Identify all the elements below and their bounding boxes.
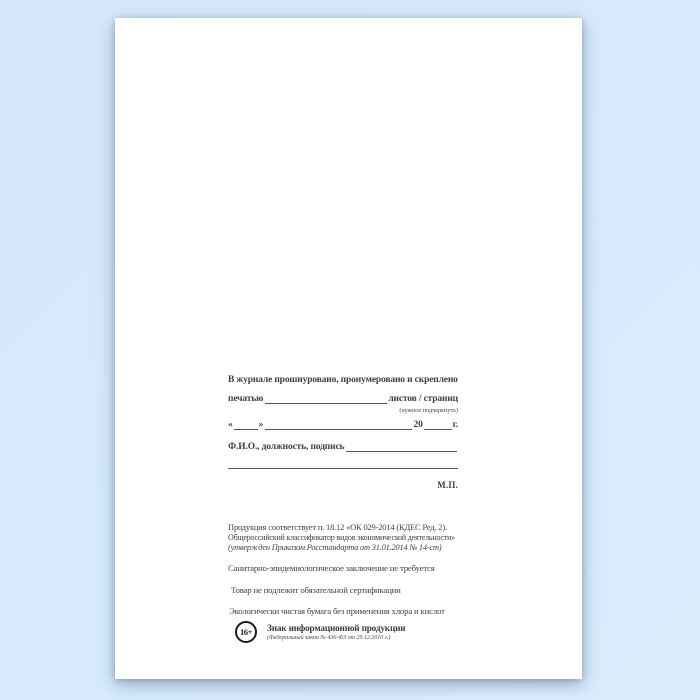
fio-row [228,442,458,453]
seal-place-mark: М.П. [437,480,458,490]
date-quote-open: « [228,420,233,430]
fio-label: Ф.И.О., должность, подпись [228,442,345,452]
age-mark-row [228,621,458,643]
sanitary-note: Санитарно-эпидемиологическое заключение не требуется [228,563,435,573]
signature-line [228,468,458,469]
sheets-blank-line [265,403,387,404]
document-page [115,18,582,679]
date-year-suffix: г. [452,420,458,430]
date-quote-close: » [258,420,264,430]
age-mark-law: (Федеральный закон № 436-ФЗ от 29.12.2010 г.) [267,634,391,641]
date-day-blank [234,429,258,430]
date-month-blank [265,429,412,430]
eco-note: Экологически чистая бумага без применения хлора и кислот [229,606,445,616]
journal-stitched-line: В журнале прошнуровано, пронумеровано и скреплено [228,375,458,385]
date-year-blank [424,429,452,430]
underline-note: (нужное подчеркнуть) [399,407,458,414]
fio-blank-line [346,451,457,452]
certification-note: Товар не подлежит обязательной сертификации [231,585,401,595]
sheets-suffix-label: листов / страниц [388,394,458,404]
document-footer-content [228,18,458,679]
compliance-line2: Общероссийский классификатор видов экономической деятельности» [228,533,455,542]
age-16plus-icon: 16+ [235,621,257,643]
date-row [228,420,458,431]
compliance-line3: (утвержден Приказом Росстандарта от 31.01.2014 № 14-ст) [228,543,442,552]
compliance-line1: Продукция соответствует п. 18.12 «ОК 029-2014 (КДЕС Ред. 2). [228,522,447,532]
age-mark-text [267,623,405,641]
sheets-row [228,394,458,405]
sheets-prefix-label: печатью [228,394,264,404]
age-mark-title: Знак информационной продукции [267,623,406,633]
date-year-prefix: 20 [413,420,423,430]
